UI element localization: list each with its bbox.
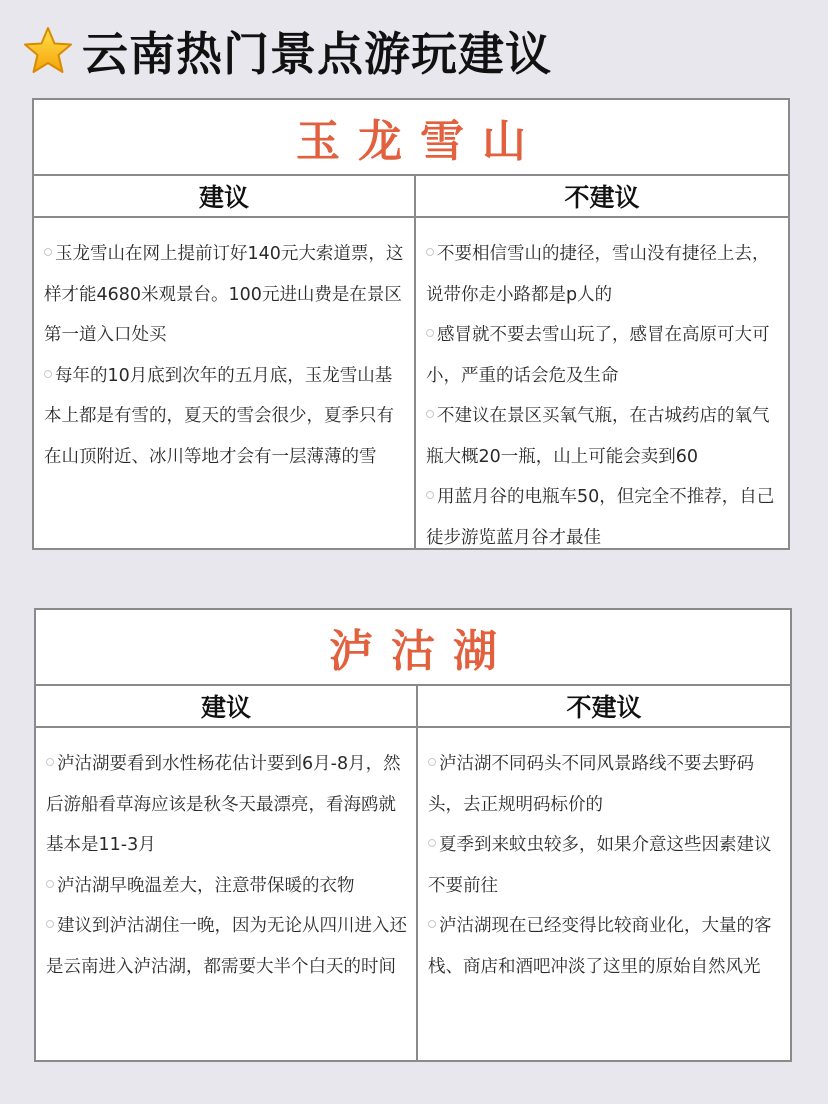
- not-recommend-header: 不建议: [416, 176, 788, 218]
- section-card-yulong: [32, 98, 790, 550]
- star-icon: [22, 25, 74, 77]
- bullet-icon: [46, 920, 54, 928]
- not-recommend-header: 不建议: [418, 686, 790, 728]
- list-item: 夏季到来蚊虫较多，如果介意这些因素建议不要前往: [428, 835, 772, 896]
- list-item: 泸沽湖不同码头不同风景路线不要去野码头，去正规明码标价的: [428, 754, 754, 815]
- list-item: 玉龙雪山在网上提前订好140元大索道票，这样才能4680米观景台。100元进山费是在景区第一道入口处买: [44, 244, 404, 345]
- list-item: 建议到泸沽湖住一晚，因为无论从四川进入还是云南进入泸沽湖，都需要大半个白天的时间: [46, 916, 407, 977]
- bullet-icon: [44, 370, 52, 378]
- bullet-icon: [46, 758, 54, 766]
- section-card-lugu: [34, 608, 792, 1062]
- recommend-list: [34, 218, 416, 550]
- section-title: 泸沽湖: [36, 610, 790, 686]
- page-title: [22, 18, 552, 84]
- list-item: 泸沽湖早晚温差大，注意带保暖的衣物: [46, 866, 408, 907]
- recommend-header: 建议: [34, 176, 416, 218]
- bullet-icon: [46, 880, 54, 888]
- list-item: 不建议在景区买氧气瓶，在古城药店的氧气瓶大概20一瓶，山上可能会卖到60: [426, 406, 770, 467]
- list-item: 不要相信雪山的捷径，雪山没有捷径上去，说带你走小路都是p人的: [426, 244, 770, 305]
- bullet-icon: [428, 758, 436, 766]
- bullet-icon: [44, 248, 52, 256]
- list-item: 泸沽湖现在已经变得比较商业化，大量的客栈、商店和酒吧冲淡了这里的原始自然风光: [428, 916, 772, 977]
- bullet-icon: [428, 839, 436, 847]
- list-item: 感冒就不要去雪山玩了，感冒在高原可大可小，严重的话会危及生命: [426, 325, 770, 386]
- bullet-icon: [426, 410, 434, 418]
- list-item: 泸沽湖要看到水性杨花估计要到6月-8月，然后游船看草海应该是秋冬天最漂亮，看海鸥就基本是11-3月: [46, 754, 401, 855]
- bullet-icon: [426, 491, 434, 499]
- section-title: 玉龙雪山: [34, 100, 788, 176]
- recommend-header: 建议: [36, 686, 418, 728]
- not-recommend-list: [416, 218, 788, 550]
- recommend-list: [36, 728, 418, 1060]
- not-recommend-list: [418, 728, 790, 1060]
- bullet-icon: [428, 920, 436, 928]
- list-item: 每年的10月底到次年的五月底，玉龙雪山基本上都是有雪的，夏天的雪会很少，夏季只有在山顶附近、冰川等地才会有一层薄薄的雪: [44, 365, 394, 467]
- bullet-icon: [426, 329, 434, 337]
- list-item: 用蓝月谷的电瓶车50，但完全不推荐，自己徒步游览蓝月谷才最佳: [426, 487, 775, 548]
- page-title-text: 云南热门景点游玩建议: [82, 27, 552, 81]
- bullet-icon: [426, 248, 434, 256]
